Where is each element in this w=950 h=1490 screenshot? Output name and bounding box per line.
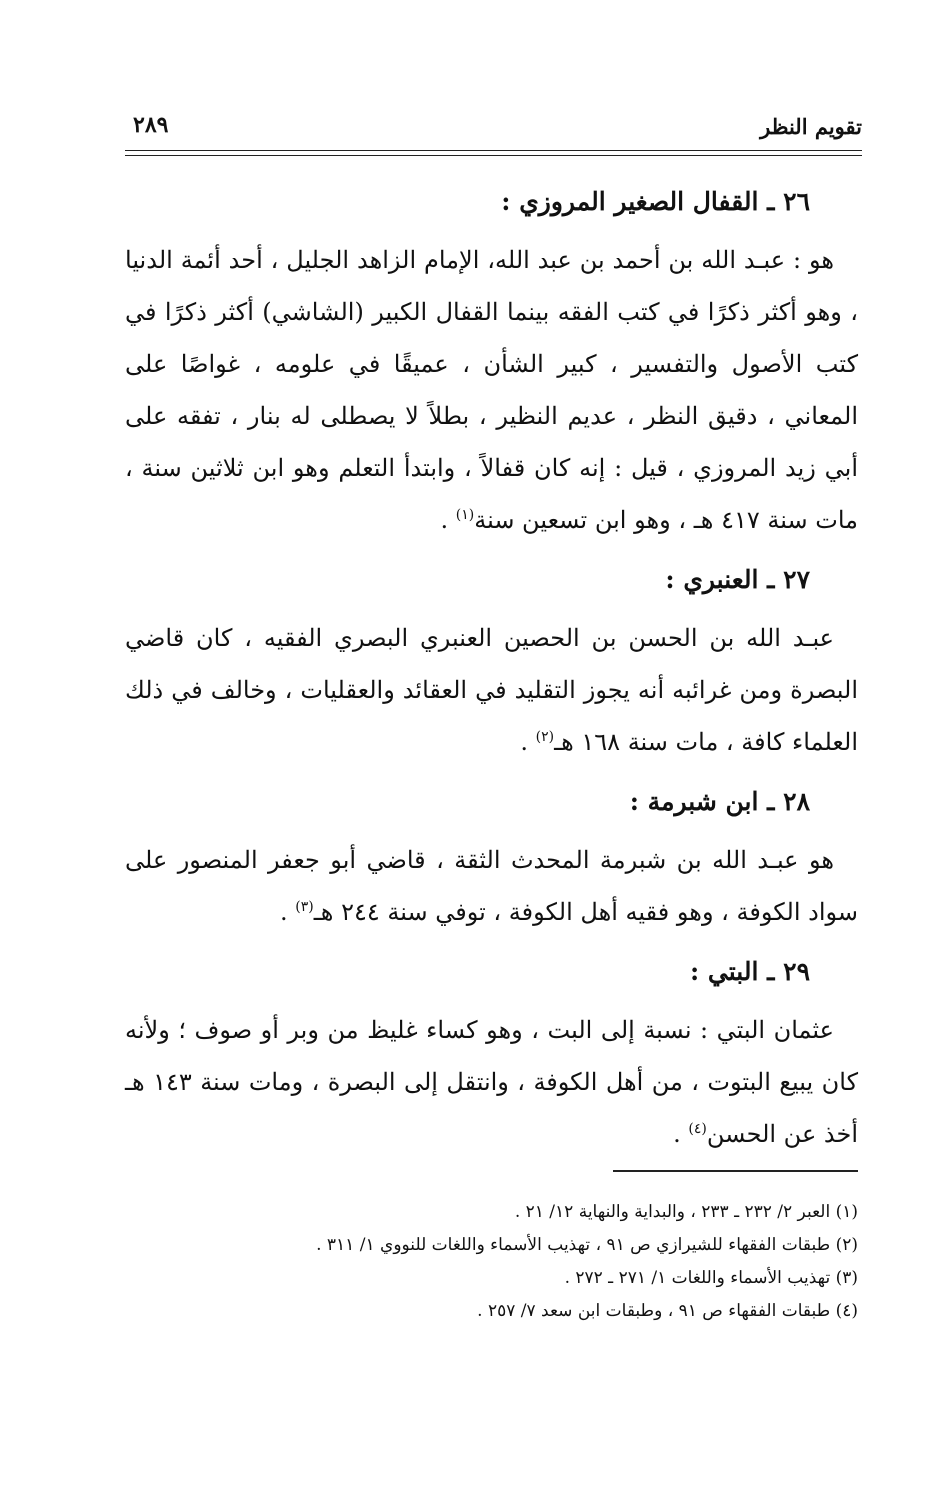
entry-29 xyxy=(125,946,858,1160)
entry-text: هو : عبـد الله بن أحمد بن عبد الله، الإمام الزاهد الجليل ، أحد أئمة الدنيا ، وهو أكثر ذكرًا في كتب الفقه بينما القفال الكبير (الشاشي) أكثر ذكرًا في كتب الأصول والتفسير ، كبير الشأن ، عميقًا في علومه ، غواصًا على المعاني ، دقيق النظر ، عديم النظير ، بطلاً لا يصطلى له بنار ، تفقه على أبي زيد المروزي ، قيل : إنه كان قفالاً ، وابتدأ التعلم وهو ابن ثلاثين سنة ، مات سنة ٤١٧ هـ ، وهو ابن تسعين سنة xyxy=(125,246,858,534)
page-number: ٢٨٩ xyxy=(133,112,169,138)
entry-heading: ٢٧ ـ العنبري : xyxy=(665,565,810,594)
footnotes xyxy=(125,1196,858,1328)
header-rule xyxy=(125,150,862,151)
entry-tail: . xyxy=(520,728,536,756)
entry-text: عبـد الله بن الحسن بن الحصين العنبري البصري الفقيه ، كان قاضي البصرة ومن غرائبه أنه يجوز التقليد في العقائد والعقليات ، وخالف في ذلك العلماء كافة ، مات سنة ١٦٨ هـ xyxy=(125,624,858,756)
entry-heading: ٢٦ ـ القفال الصغير المروزي : xyxy=(501,187,810,216)
entry-text: هو عبـد الله بن شبرمة المحدث الثقة ، قاضي أبو جعفر المنصور على سواد الكوفة ، وهو فقيه أهل الكوفة ، توفي سنة ٢٤٤ هـ xyxy=(125,846,858,926)
footnote-2: (٢) طبقات الفقهاء للشيرازي ص ٩١ ، تهذيب الأسماء واللغات للنووي ١/ ٣١١ . xyxy=(316,1235,858,1255)
entry-paragraph xyxy=(125,234,858,546)
entry-heading: ٢٨ ـ ابن شبرمة : xyxy=(629,787,810,816)
entry-tail: . xyxy=(673,1120,689,1148)
running-header xyxy=(125,112,862,146)
footnote-marker: (٣) xyxy=(295,899,314,915)
entry-text: عثمان البتي : نسبة إلى البت ، وهو كساء غليظ من وبر أو صوف ؛ ولأنه كان يبيع البتوت ، من أهل الكوفة ، وانتقل إلى البصرة ، ومات سنة ١٤٣ هـ أخذ عن الحسن xyxy=(125,1016,858,1148)
footnote-marker: (٢) xyxy=(535,729,555,745)
footnote-marker: (١) xyxy=(455,507,475,523)
entry-27 xyxy=(125,554,858,768)
entry-28 xyxy=(125,776,858,938)
main-text xyxy=(125,176,858,1168)
running-title: تقويم النظر xyxy=(760,114,862,139)
footnote-separator xyxy=(613,1170,858,1172)
entry-paragraph xyxy=(125,612,858,768)
entry-tail: . xyxy=(440,506,456,534)
entry-paragraph xyxy=(125,834,858,938)
entry-paragraph xyxy=(125,1004,858,1160)
entry-26 xyxy=(125,176,858,546)
footnote-marker: (٤) xyxy=(688,1121,707,1137)
footnote-1: (١) العبر ٢/ ٢٣٢ ـ ٢٣٣ ، والبداية والنهاية ١٢/ ٢١ . xyxy=(514,1202,858,1222)
header-rule-thin xyxy=(125,155,862,156)
entry-heading: ٢٩ ـ البتي : xyxy=(689,957,810,986)
entry-tail: . xyxy=(280,898,296,926)
footnote-4: (٤) طبقات الفقهاء ص ٩١ ، وطبقات ابن سعد ٧/ ٢٥٧ . xyxy=(477,1301,858,1321)
footnote-3: (٣) تهذيب الأسماء واللغات ١/ ٢٧١ ـ ٢٧٢ . xyxy=(564,1268,858,1288)
